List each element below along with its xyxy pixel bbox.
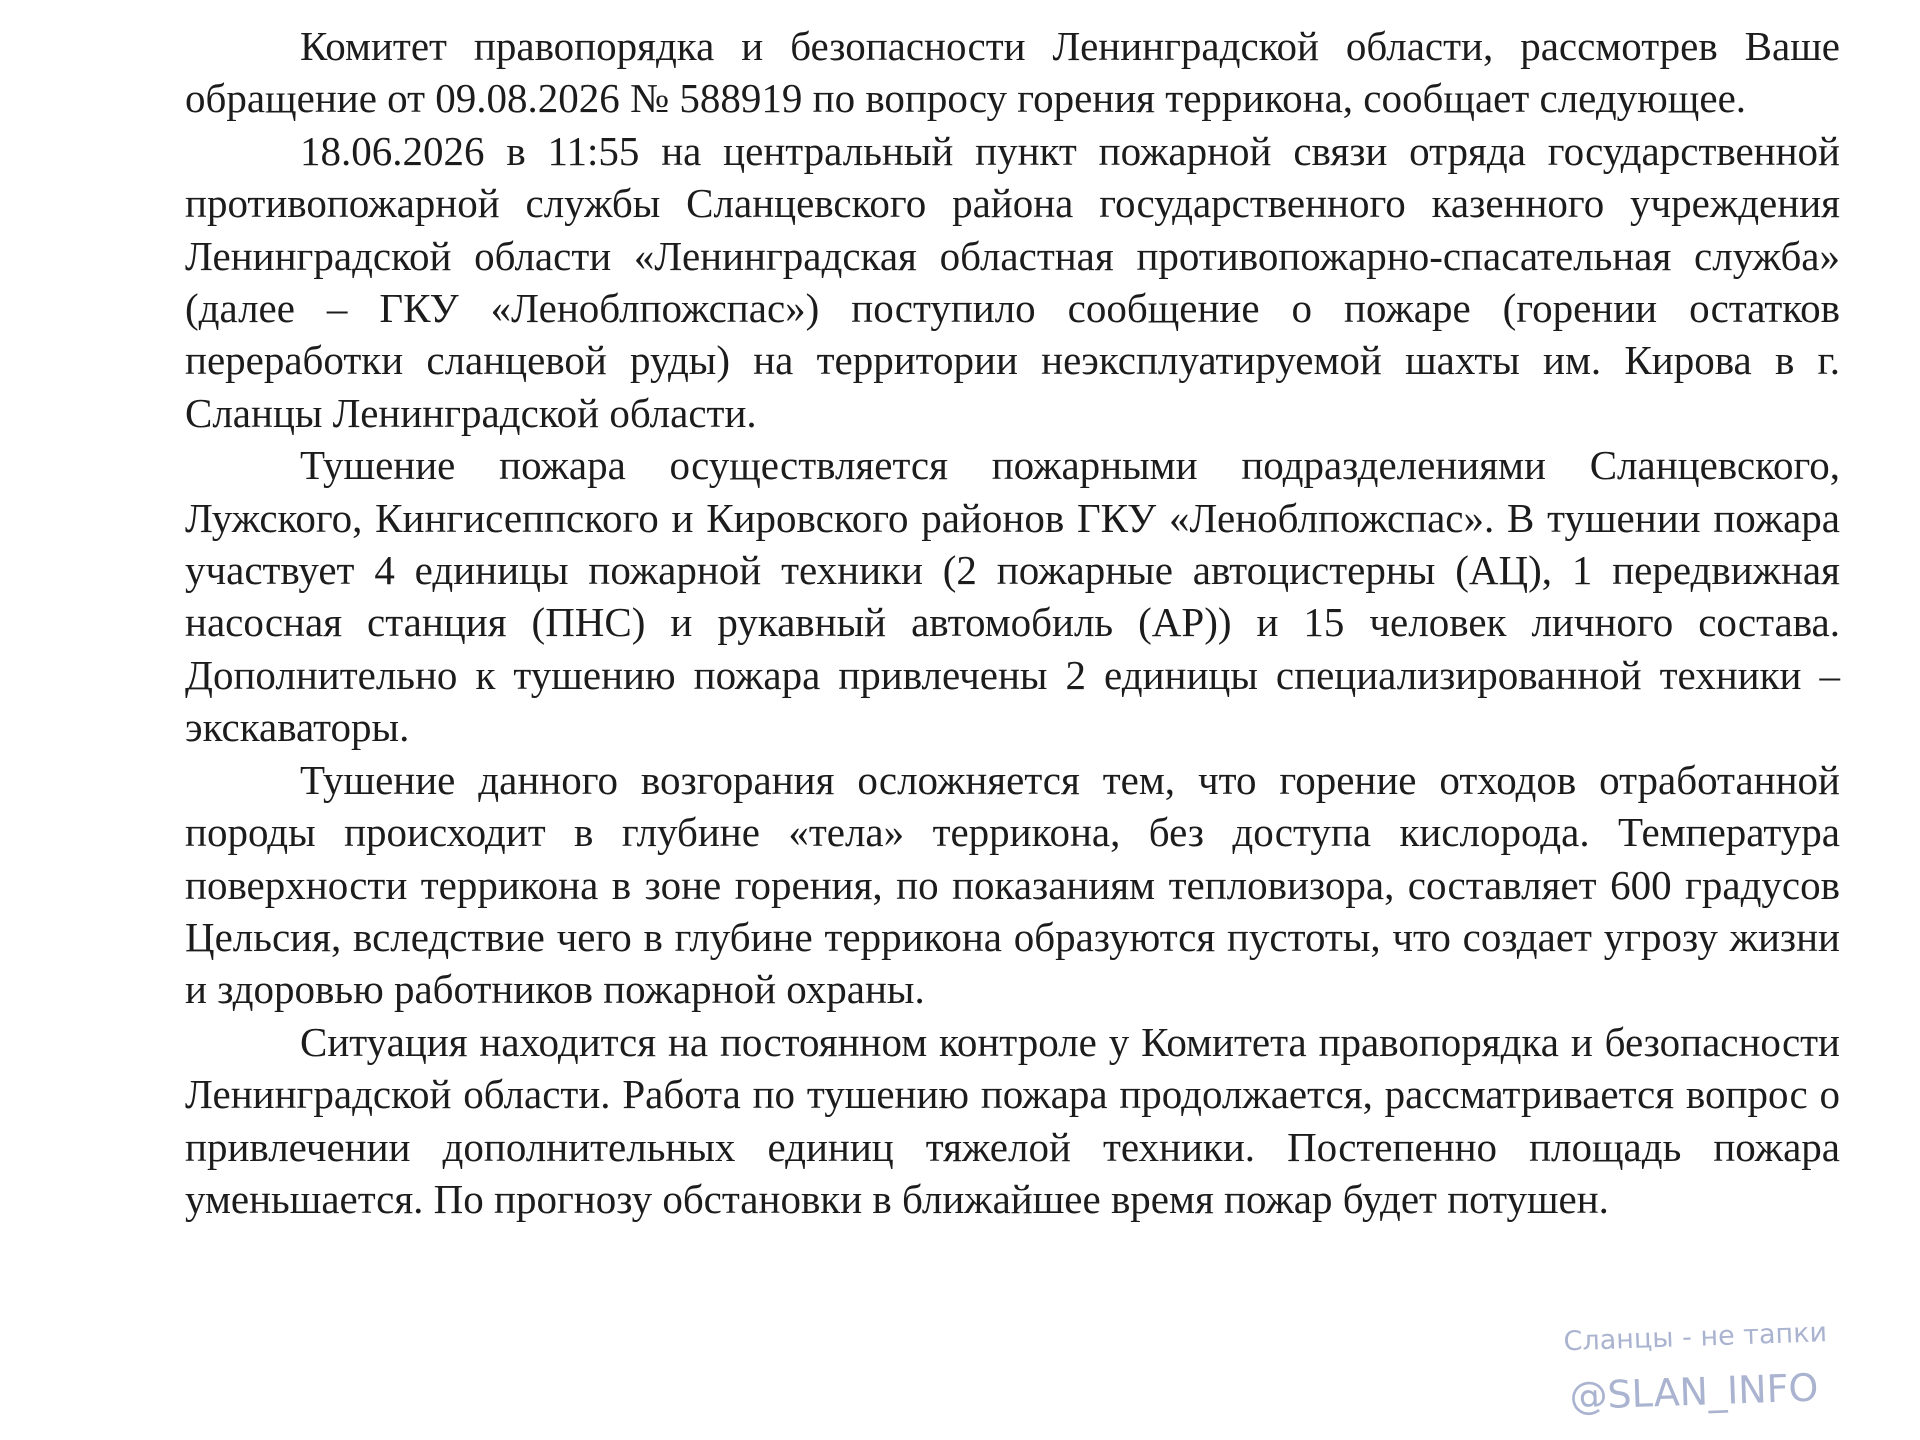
- watermark-tagline: Сланцы - не тапки: [1563, 1317, 1828, 1358]
- paragraph-firefighting-forces: Тушение пожара осуществляется пожарными подразделениями Сланцевского, Лужского, Кингисеппского и Кировского районов ГКУ «Леноблпожспас». В тушении пожара участвует 4 единицы пожарной техники (2 пожарные автоцистерны (АЦ), 1 передвижная насосная станция (ПНС) и рукавный автомобиль (АР)) и 15 человек личного состава. Дополнительно к тушению пожара привлечены 2 единицы специализированной техники – экскаваторы.: [185, 442, 1840, 751]
- watermark-handle: @SLAN_INFO: [1568, 1365, 1820, 1419]
- paragraph-complications: Тушение данного возгорания осложняется тем, что горение отходов отработанной породы происходит в глубине «тела» террикона, без доступа кислорода. Температура поверхности террикона в зоне горения, по показаниям тепловизора, составляет 600 градусов Цельсия, вследствие чего в глубине террикона образуются пустоты, что создает угрозу жизни и здоровью работников пожарной охраны.: [185, 756, 1840, 1013]
- letter-body: [185, 20, 1840, 1225]
- paragraph-incident-report: 18.06.2026 в 11:55 на центральный пункт пожарной связи отряда государственной противопожарной службы Сланцевского района государственного казенного учреждения Ленинградской области «Ленинградская областная противопожарно-спасательная служба» (далее – ГКУ «Леноблпожспас») поступило сообщение о пожаре (горении остатков переработки сланцевой руды) на территории неэксплуатируемой шахты им. Кирова в г. Сланцы Ленинградской области.: [185, 127, 1840, 436]
- paragraph-status: Ситуация находится на постоянном контроле у Комитета правопорядка и безопасности Ленинградской области. Работа по тушению пожара продолжается, рассматривается вопрос о привлечении дополнительных единиц тяжелой техники. Постепенно площадь пожара уменьшается. По прогнозу обстановки в ближайшее время пожар будет потушен.: [185, 1018, 1840, 1222]
- channel-watermark: [1545, 1315, 1848, 1423]
- paragraph-intro: Комитет правопорядка и безопасности Ленинградской области, рассмотрев Ваше обращение от 09.08.2026 № 588919 по вопросу горения террикона, сообщает следующее.: [185, 23, 1840, 122]
